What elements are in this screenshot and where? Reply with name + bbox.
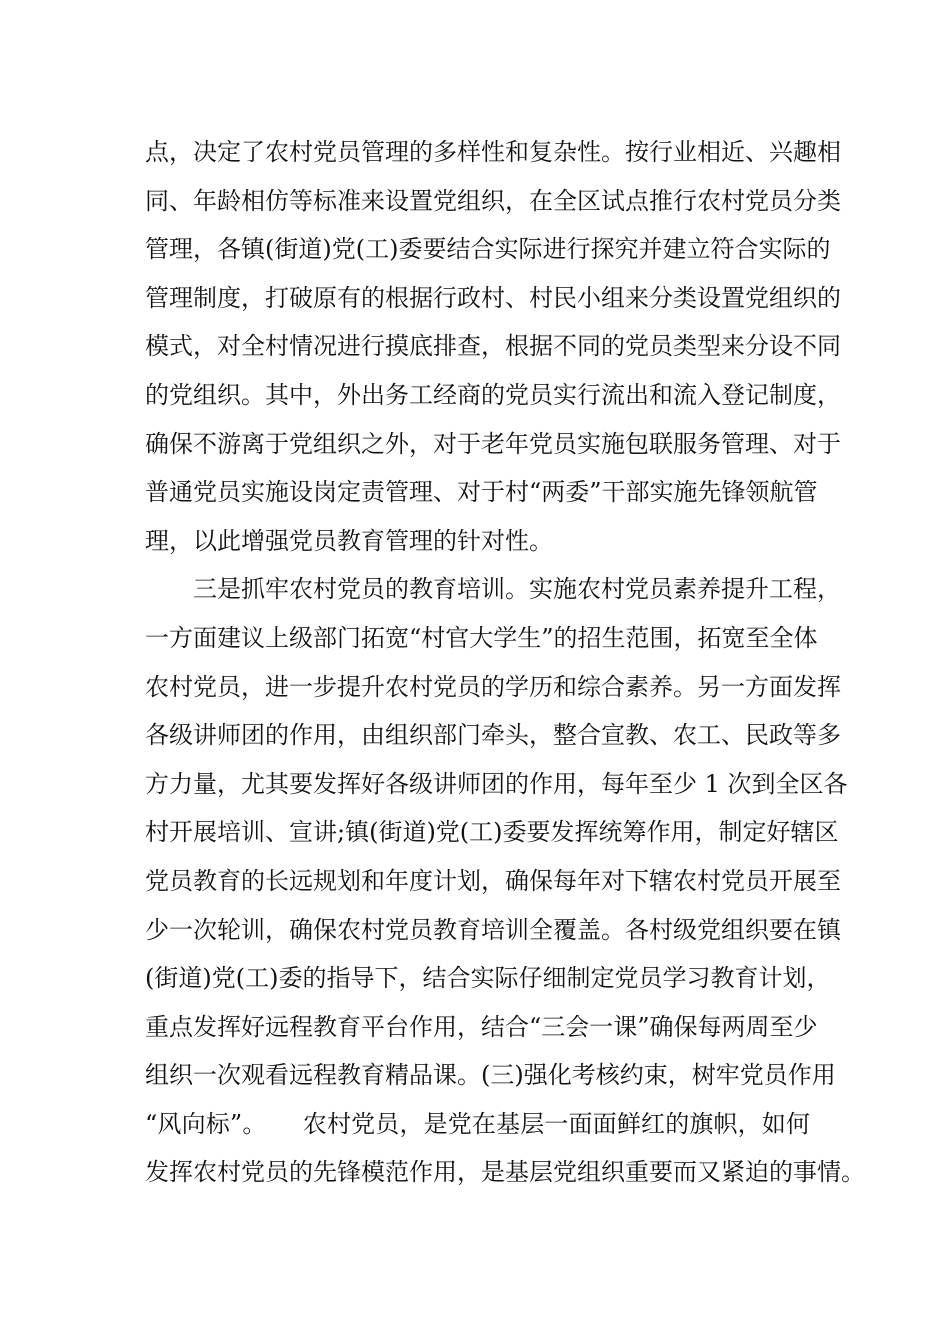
text-line: 普通党员实施设岗定责管理、对于村“两委”干部实施先锋领航管 — [145, 478, 818, 507]
text-line: 管理制度，打破原有的根据行政村、村民小组来分类设置党组织的 — [145, 283, 841, 312]
text-line: 同、年龄相仿等标准来设置党组织，在全区试点推行农村党员分类 — [145, 186, 841, 215]
text-line: 各级讲师团的作用，由组织部门牵头，整合宣教、农工、民政等多 — [145, 721, 841, 750]
text-line: 村开展培训、宣讲;镇(街道)党(工)委要发挥统筹作用，制定好辖区 — [145, 818, 839, 847]
document-body — [145, 128, 865, 1197]
text-line: 少一次轮训，确保农村党员教育培训全覆盖。各村级党组织要在镇 — [145, 915, 841, 944]
text-line: 模式，对全村情况进行摸底排查，根据不同的党员类型来分设不同 — [145, 332, 841, 361]
text-line: 农村党员，进一步提升农村党员的学历和综合素养。另一方面发挥 — [145, 672, 841, 701]
text-line: 点，决定了农村党员管理的多样性和复杂性。按行业相近、兴趣相 — [145, 138, 841, 166]
text-line: 组织一次观看远程教育精品课。(三)强化考核约束，树牢党员作用 — [145, 1061, 836, 1090]
text-line: 理，以此增强党员教育管理的针对性。 — [145, 526, 553, 555]
text-line: 党员教育的长远规划和年度计划，确保每年对下辖农村党员开展至 — [145, 866, 841, 895]
text-line: 管理，各镇(街道)党(工)委要结合实际进行探究并建立符合实际的 — [145, 235, 831, 264]
text-line: (街道)党(工)委的指导下，结合实际仔细制定党员学习教育计划， — [145, 964, 831, 993]
text-line: 方力量，尤其要发挥好各级讲师团的作用，每年至少 1 次到全区各 — [145, 769, 848, 798]
text-line: 的党组织。其中，外出务工经商的党员实行流出和流入登记制度， — [145, 380, 841, 409]
text-line: 确保不游离于党组织之外，对于老年党员实施包联服务管理、对于 — [145, 429, 841, 458]
text-line: “风向标”。 农村党员，是党在基层一面面鲜红的旗帜，如何 — [145, 1109, 810, 1138]
text-line: 一方面建议上级部门拓宽“村官大学生”的招生范围，拓宽至全体 — [145, 623, 818, 652]
paragraph-start-line: 三是抓牢农村党员的教育培训。实施农村党员素养提升工程， — [193, 575, 841, 604]
text-line: 重点发挥好远程教育平台作用，结合“三会一课”确保每两周至少 — [145, 1012, 818, 1041]
text-line: 发挥农村党员的先锋模范作用，是基层党组织重要而又紧迫的事情。 — [145, 1158, 865, 1187]
